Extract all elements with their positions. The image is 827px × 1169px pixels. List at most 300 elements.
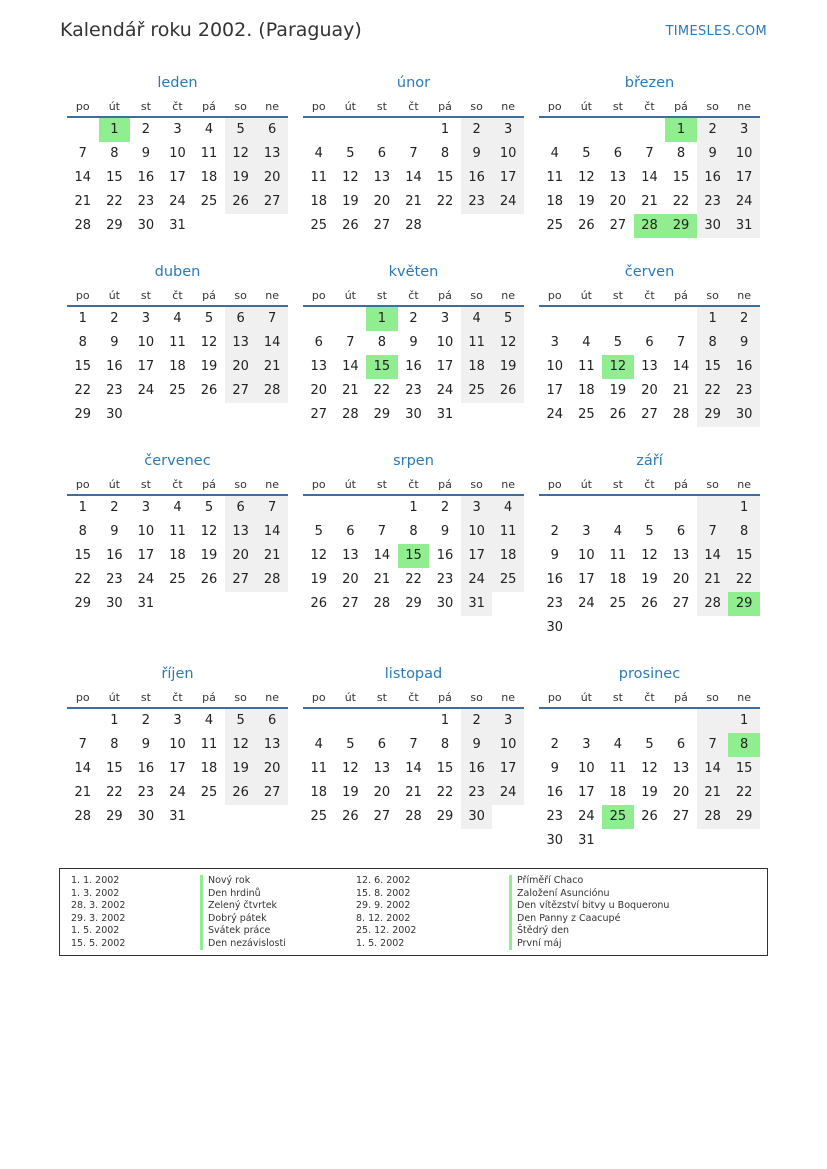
day-cell: 21	[672, 383, 690, 398]
month-11	[539, 661, 760, 853]
legend-date: 25. 12. 2002	[356, 925, 417, 936]
day-cell: 21	[697, 568, 729, 592]
day-cell: 16	[728, 355, 760, 379]
day-cell: 30	[546, 833, 564, 848]
day-cell: 19	[492, 355, 524, 379]
day-cell: 15	[728, 757, 760, 781]
day-cell: 22	[728, 568, 760, 592]
week-row	[67, 757, 288, 781]
day-cell: 24	[492, 190, 524, 214]
month-0	[67, 70, 288, 238]
week-row	[303, 331, 524, 355]
weekday-label: út	[580, 478, 592, 491]
day-cell: 11	[200, 737, 218, 752]
empty-cell	[571, 709, 603, 733]
day-cell: 16	[137, 761, 155, 776]
weekday-label: po	[311, 691, 326, 704]
day-cell: 11	[200, 146, 218, 161]
empty-cell	[602, 307, 634, 331]
day-cell: 29	[74, 596, 92, 611]
day-cell: 30	[137, 809, 155, 824]
day-cell: 7	[256, 496, 288, 520]
weekday-header	[303, 285, 524, 307]
day-cell: 6	[225, 307, 257, 331]
day-cell: 25	[461, 379, 493, 403]
week-row	[539, 544, 760, 568]
month-name: listopad	[384, 666, 443, 682]
day-cell: 9	[141, 737, 151, 752]
day-cell: 21	[256, 355, 288, 379]
day-cell: 19	[342, 785, 359, 800]
day-cell: 21	[256, 544, 288, 568]
day-cell: 7	[78, 737, 87, 752]
holiday-day-cell: 1	[99, 118, 131, 142]
weekday-label: so	[234, 691, 247, 704]
day-cell: 3	[173, 713, 182, 728]
weekday-label: po	[547, 100, 562, 113]
weekday-header	[539, 96, 760, 118]
day-cell: 6	[225, 496, 257, 520]
day-cell: 25	[200, 194, 218, 209]
day-cell: 15	[436, 170, 454, 185]
week-row	[67, 496, 288, 520]
day-cell: 24	[728, 190, 760, 214]
week-row	[539, 733, 760, 757]
day-cell: 21	[74, 194, 92, 209]
day-cell: 8	[377, 335, 387, 350]
week-row	[303, 118, 524, 142]
month-name: květen	[388, 264, 439, 280]
day-cell: 18	[200, 761, 218, 776]
day-cell: 30	[436, 596, 454, 611]
day-cell: 27	[225, 568, 257, 592]
day-cell: 7	[377, 524, 387, 539]
weekday-label: po	[75, 100, 90, 113]
empty-cell	[225, 805, 257, 829]
weekday-label: ne	[501, 691, 516, 704]
week-row	[539, 709, 760, 733]
week-row	[67, 190, 288, 214]
day-cell: 29	[106, 218, 123, 233]
day-cell: 28	[256, 568, 288, 592]
week-row	[303, 496, 524, 520]
day-cell: 8	[697, 331, 729, 355]
day-cell: 20	[672, 572, 690, 587]
day-cell: 27	[342, 596, 359, 611]
day-cell: 5	[582, 146, 591, 161]
day-cell: 27	[225, 379, 257, 403]
day-cell: 5	[346, 737, 355, 752]
empty-cell	[303, 307, 335, 331]
day-cell: 15	[672, 170, 690, 185]
month-10	[303, 661, 524, 829]
empty-cell	[634, 829, 666, 853]
weekday-label: st	[140, 478, 151, 491]
legend-date: 29. 9. 2002	[356, 900, 411, 911]
day-cell: 22	[373, 383, 391, 398]
week-row	[67, 709, 288, 733]
day-cell: 3	[141, 311, 151, 326]
weekday-label: čt	[644, 289, 655, 302]
legend-date: 1. 5. 2002	[71, 925, 120, 936]
empty-cell	[728, 616, 760, 640]
day-cell: 13	[609, 170, 627, 185]
day-cell: 5	[346, 146, 355, 161]
empty-cell	[539, 118, 571, 142]
week-row	[539, 118, 760, 142]
empty-cell	[366, 496, 398, 520]
day-cell: 29	[697, 403, 729, 427]
weekday-label: po	[547, 289, 562, 302]
day-cell: 29	[436, 809, 454, 824]
day-cell: 9	[461, 142, 493, 166]
day-cell: 19	[641, 785, 658, 800]
day-cell: 21	[373, 572, 391, 587]
day-cell: 1	[440, 713, 450, 728]
empty-cell	[665, 496, 697, 520]
week-row	[303, 733, 524, 757]
day-cell: 21	[697, 781, 729, 805]
month-4	[303, 259, 524, 427]
day-cell: 18	[200, 170, 218, 185]
day-cell: 17	[578, 785, 595, 800]
empty-cell	[398, 709, 430, 733]
empty-cell	[697, 709, 729, 733]
weekday-label: út	[108, 691, 120, 704]
day-cell: 13	[256, 142, 288, 166]
day-cell: 4	[204, 122, 214, 137]
day-cell: 22	[697, 379, 729, 403]
day-cell: 22	[672, 194, 690, 209]
holiday-legend	[59, 868, 768, 956]
weekday-label: pá	[674, 691, 688, 704]
day-cell: 10	[436, 335, 454, 350]
day-cell: 11	[492, 520, 524, 544]
empty-cell	[665, 616, 697, 640]
weekday-label: čt	[644, 691, 655, 704]
day-cell: 11	[169, 524, 186, 539]
weekday-label: ne	[265, 100, 280, 113]
day-cell: 18	[310, 194, 328, 209]
week-row	[539, 829, 760, 853]
day-cell: 18	[546, 194, 564, 209]
day-cell: 5	[314, 524, 323, 539]
day-cell: 15	[106, 761, 123, 776]
day-cell: 14	[641, 170, 658, 185]
day-cell: 12	[310, 548, 328, 563]
empty-cell	[193, 403, 225, 427]
day-cell: 23	[137, 194, 155, 209]
day-cell: 24	[137, 383, 155, 398]
day-cell: 3	[141, 500, 151, 515]
weekday-label: čt	[644, 100, 655, 113]
day-cell: 20	[256, 166, 288, 190]
week-row	[67, 805, 288, 829]
day-cell: 27	[672, 809, 690, 824]
day-cell: 11	[310, 761, 328, 776]
day-cell: 28	[405, 218, 422, 233]
weekday-label: čt	[408, 478, 419, 491]
day-cell: 4	[461, 307, 493, 331]
week-row	[303, 805, 524, 829]
weekday-header	[539, 687, 760, 709]
month-9	[67, 661, 288, 829]
day-cell: 28	[405, 809, 422, 824]
day-cell: 29	[74, 407, 92, 422]
week-row	[539, 781, 760, 805]
month-name: říjen	[161, 666, 194, 682]
holiday-day-cell: 12	[602, 355, 634, 379]
weekday-label: st	[140, 691, 151, 704]
day-cell: 22	[106, 785, 123, 800]
holiday-day-cell: 15	[366, 355, 398, 379]
day-cell: 22	[436, 785, 454, 800]
day-cell: 25	[169, 383, 186, 398]
week-row	[539, 331, 760, 355]
empty-cell	[67, 709, 99, 733]
empty-cell	[602, 118, 634, 142]
weekday-label: po	[547, 478, 562, 491]
day-cell: 5	[645, 524, 654, 539]
day-cell: 24	[436, 383, 454, 398]
day-cell: 13	[641, 359, 658, 374]
weekday-label: so	[706, 691, 719, 704]
day-cell: 18	[169, 359, 186, 374]
month-2	[539, 70, 760, 238]
day-cell: 23	[106, 572, 123, 587]
day-cell: 20	[310, 383, 328, 398]
weekday-label: po	[311, 289, 326, 302]
weekday-label: ne	[265, 478, 280, 491]
day-cell: 3	[440, 311, 450, 326]
legend-names-col-2	[509, 875, 669, 950]
day-cell: 26	[641, 809, 658, 824]
day-cell: 11	[461, 331, 493, 355]
day-cell: 18	[578, 383, 595, 398]
legend-holiday-name: Nový rok	[200, 875, 286, 888]
legend-holiday-name: Štědrý den	[509, 925, 669, 938]
day-cell: 20	[225, 355, 257, 379]
day-cell: 9	[550, 548, 559, 563]
week-row	[67, 379, 288, 403]
day-cell: 25	[578, 407, 595, 422]
day-cell: 20	[256, 757, 288, 781]
day-cell: 26	[200, 572, 218, 587]
day-cell: 24	[137, 572, 155, 587]
day-cell: 12	[225, 142, 257, 166]
legend-date: 1. 1. 2002	[71, 875, 120, 886]
weekday-label: út	[344, 691, 356, 704]
week-row	[303, 142, 524, 166]
day-cell: 11	[310, 170, 328, 185]
day-cell: 21	[405, 194, 422, 209]
day-cell: 24	[461, 568, 493, 592]
empty-cell	[602, 496, 634, 520]
day-cell: 10	[492, 733, 524, 757]
weekday-header	[539, 285, 760, 307]
day-cell: 15	[106, 170, 123, 185]
day-cell: 3	[550, 335, 559, 350]
day-cell: 2	[141, 713, 151, 728]
weekday-header	[67, 474, 288, 496]
day-cell: 14	[342, 359, 359, 374]
day-cell: 9	[697, 142, 729, 166]
day-cell: 23	[728, 379, 760, 403]
legend-date: 8. 12. 2002	[356, 912, 411, 924]
day-cell: 19	[641, 572, 658, 587]
week-row	[303, 166, 524, 190]
week-row	[303, 214, 524, 238]
day-cell: 14	[256, 520, 288, 544]
day-cell: 7	[409, 737, 418, 752]
week-row	[67, 568, 288, 592]
day-cell: 22	[74, 572, 92, 587]
day-cell: 8	[728, 520, 760, 544]
day-cell: 7	[409, 146, 418, 161]
week-row	[67, 214, 288, 238]
legend-holiday-name: Příměří Chaco	[509, 875, 669, 888]
empty-cell	[697, 616, 729, 640]
empty-cell	[492, 214, 524, 238]
weekday-label: st	[612, 691, 623, 704]
day-cell: 23	[405, 383, 422, 398]
day-cell: 30	[137, 218, 155, 233]
weekday-label: po	[311, 100, 326, 113]
week-row	[539, 616, 760, 640]
day-cell: 24	[578, 596, 595, 611]
day-cell: 16	[137, 170, 155, 185]
day-cell: 1	[78, 500, 87, 515]
empty-cell	[162, 403, 194, 427]
day-cell: 22	[74, 383, 92, 398]
day-cell: 23	[137, 785, 155, 800]
week-row	[67, 166, 288, 190]
day-cell: 28	[373, 596, 391, 611]
day-cell: 5	[204, 500, 214, 515]
empty-cell	[225, 592, 257, 616]
day-cell: 7	[697, 520, 729, 544]
day-cell: 5	[204, 311, 214, 326]
weekday-label: po	[75, 289, 90, 302]
empty-cell	[728, 829, 760, 853]
weekday-label: po	[547, 691, 562, 704]
day-cell: 3	[492, 709, 524, 733]
holiday-day-cell: 25	[602, 805, 634, 829]
day-cell: 14	[697, 757, 729, 781]
day-cell: 11	[169, 335, 186, 350]
weekday-label: út	[580, 691, 592, 704]
brand-logo[interactable]: TIMESLES.COM	[665, 24, 767, 39]
day-cell: 21	[74, 785, 92, 800]
month-7	[303, 448, 524, 616]
weekday-label: čt	[172, 289, 183, 302]
weekday-label: po	[75, 691, 90, 704]
empty-cell	[398, 118, 430, 142]
day-cell: 14	[672, 359, 690, 374]
day-cell: 20	[609, 194, 627, 209]
day-cell: 12	[641, 761, 658, 776]
weekday-label: út	[580, 289, 592, 302]
day-cell: 26	[200, 383, 218, 398]
legend-holiday-name: Svátek práce	[200, 925, 286, 938]
day-cell: 10	[728, 142, 760, 166]
empty-cell	[461, 403, 493, 427]
day-cell: 30	[106, 407, 123, 422]
weekday-header	[67, 285, 288, 307]
day-cell: 16	[697, 166, 729, 190]
day-cell: 10	[461, 520, 493, 544]
day-cell: 15	[74, 359, 92, 374]
weekday-label: čt	[408, 100, 419, 113]
day-cell: 29	[373, 407, 391, 422]
week-row	[67, 118, 288, 142]
day-cell: 16	[106, 548, 123, 563]
week-row	[67, 331, 288, 355]
day-cell: 26	[310, 596, 328, 611]
day-cell: 26	[225, 781, 257, 805]
weekday-label: po	[311, 478, 326, 491]
day-cell: 25	[200, 785, 218, 800]
day-cell: 20	[342, 572, 359, 587]
week-row	[303, 568, 524, 592]
day-cell: 11	[578, 359, 595, 374]
day-cell: 13	[225, 520, 257, 544]
day-cell: 18	[609, 785, 627, 800]
day-cell: 12	[342, 761, 359, 776]
weekday-label: st	[612, 478, 623, 491]
weekday-label: út	[344, 478, 356, 491]
weekday-label: čt	[172, 100, 183, 113]
weekday-label: pá	[202, 691, 216, 704]
day-cell: 19	[342, 194, 359, 209]
empty-cell	[67, 118, 99, 142]
weekday-label: st	[376, 691, 387, 704]
weekday-label: pá	[202, 100, 216, 113]
day-cell: 6	[377, 737, 387, 752]
day-cell: 2	[550, 524, 559, 539]
day-cell: 2	[409, 311, 418, 326]
day-cell: 2	[697, 118, 729, 142]
empty-cell	[366, 709, 398, 733]
weekday-label: ne	[737, 289, 752, 302]
day-cell: 3	[173, 122, 182, 137]
month-name: srpen	[393, 453, 434, 469]
legend-holiday-name: Den hrdinů	[200, 888, 286, 901]
day-cell: 13	[225, 331, 257, 355]
day-cell: 12	[578, 170, 595, 185]
weekday-label: pá	[674, 100, 688, 113]
empty-cell	[634, 616, 666, 640]
day-cell: 1	[78, 311, 87, 326]
day-cell: 19	[609, 383, 627, 398]
legend-date: 15. 5. 2002	[71, 937, 126, 949]
day-cell: 6	[613, 146, 623, 161]
day-cell: 9	[461, 733, 493, 757]
empty-cell	[571, 118, 603, 142]
day-cell: 29	[728, 805, 760, 829]
empty-cell	[162, 592, 194, 616]
day-cell: 29	[106, 809, 123, 824]
day-cell: 17	[492, 757, 524, 781]
day-cell: 17	[461, 544, 493, 568]
week-row	[67, 520, 288, 544]
day-cell: 8	[78, 524, 87, 539]
day-cell: 12	[492, 331, 524, 355]
empty-cell	[256, 592, 288, 616]
day-cell: 27	[373, 809, 391, 824]
day-cell: 9	[409, 335, 418, 350]
day-cell: 19	[578, 194, 595, 209]
